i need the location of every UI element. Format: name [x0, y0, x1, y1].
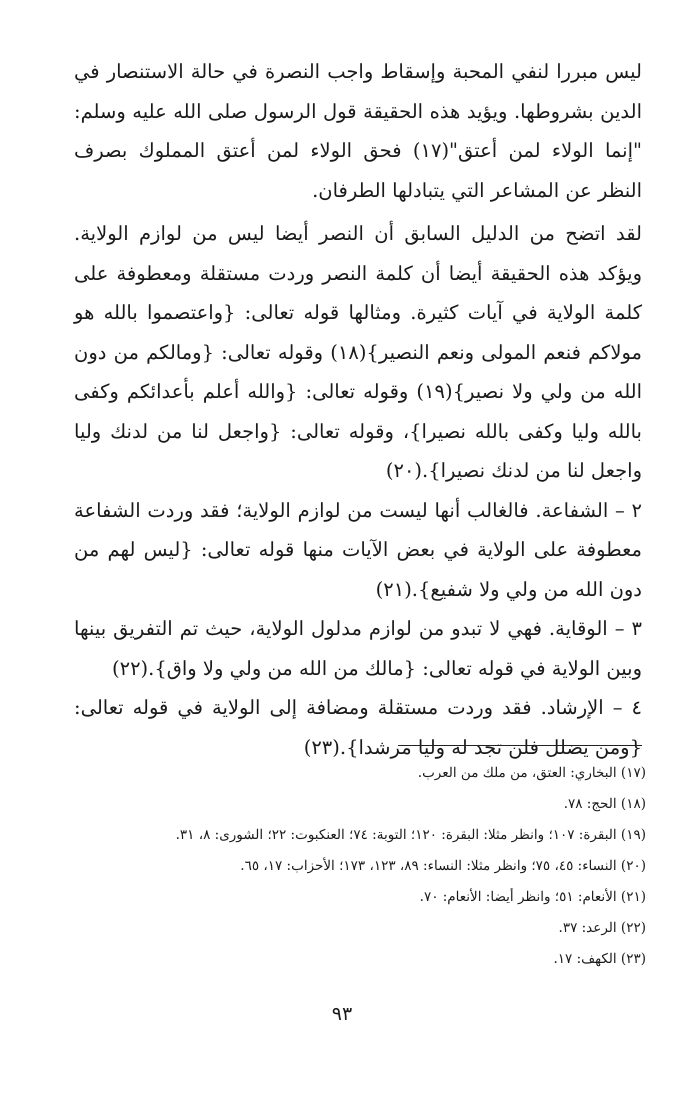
main-text-body: [74, 52, 642, 767]
footnote-19: (١٩) البقرة: ١٠٧؛ وانظر مثلا: البقرة: ١٢٠؛ التوبة: ٧٤؛ العنكبوت: ٢٢؛ الشورى: ٨، ٣١.: [175, 827, 646, 843]
footnote-18: (١٨) الحج: ٧٨.: [563, 796, 646, 812]
footnote-22: (٢٢) الرعد: ٣٧.: [558, 920, 646, 936]
paragraph-wiqaya: ٣ – الوقاية. فهي لا تبدو من لوازم مدلول الولاية، حيث تم التفريق بينها وبين الولاية في قوله تعالى: {مالك من الله من ولي ولا واق}.(٢٢): [74, 617, 642, 680]
paragraph-shafaa: ٢ – الشفاعة. فالغالب أنها ليست من لوازم الولاية؛ فقد وردت الشفاعة معطوفة على الولاية في بعض الآيات منها قوله تعالى: {ليس لهم من دون الله من ولي ولا شفيع}.(٢١): [74, 498, 642, 601]
footnote-17: (١٧) البخاري: العتق، من ملك من العرب.: [417, 765, 646, 781]
footnote-23: (٢٣) الكهف: ١٧.: [553, 951, 646, 967]
paragraph-irshad: ٤ – الإرشاد. فقد وردت مستقلة ومضافة إلى الولاية في قوله تعالى: {ومن يضلل فلن تجد له وليا مرشدا}.(٢٣): [74, 696, 642, 759]
footnote-separator: [398, 745, 642, 746]
page-number: ٩٣: [331, 1003, 353, 1025]
paragraph-nasr-evidence: لقد اتضح من الدليل السابق أن النصر أيضا ليس من لوازم الولاية. ويؤكد هذه الحقيقة أيضا أن كلمة النصر وردت مستقلة ومعطوفة على كلمة الولاية في آيات كثيرة. ومثالها قوله تعالى: {واعتصموا بالله هو مولاكم فنعم المولى ونعم النصير}(١٨) وقوله تعالى: {ومالكم من دون الله من ولي ولا نصير}(١٩) وقوله تعالى: {والله أعلم بأعدائكم وكفى بالله وليا وكفى بالله نصيرا}، وقوله تعالى: {واجعل لنا من لدنك وليا واجعل لنا من لدنك نصيرا}.(٢٠): [74, 222, 643, 482]
paragraph-walaa-nusra: ليس مبررا لنفي المحبة وإسقاط واجب النصرة في حالة الاستنصار في الدين بشروطها. ويؤيد هذه الحقيقة قول الرسول صلى الله عليه وسلم: "إنما الولاء لمن أعتق"(١٧) فحق الولاء لمن أعتق المملوك بصرف النظر عن المشاعر التي يتبادلها الطرفان.: [74, 60, 642, 202]
footnote-21: (٢١) الأنعام: ٥١؛ وانظر أيضا: الأنعام: ٧٠.: [419, 889, 646, 905]
footnotes-section: [74, 758, 646, 975]
footnote-20: (٢٠) النساء: ٤٥، ٧٥؛ وانظر مثلا: النساء: ٨٩، ١٢٣، ١٧٣؛ الأحزاب: ١٧، ٦٥.: [240, 858, 646, 874]
